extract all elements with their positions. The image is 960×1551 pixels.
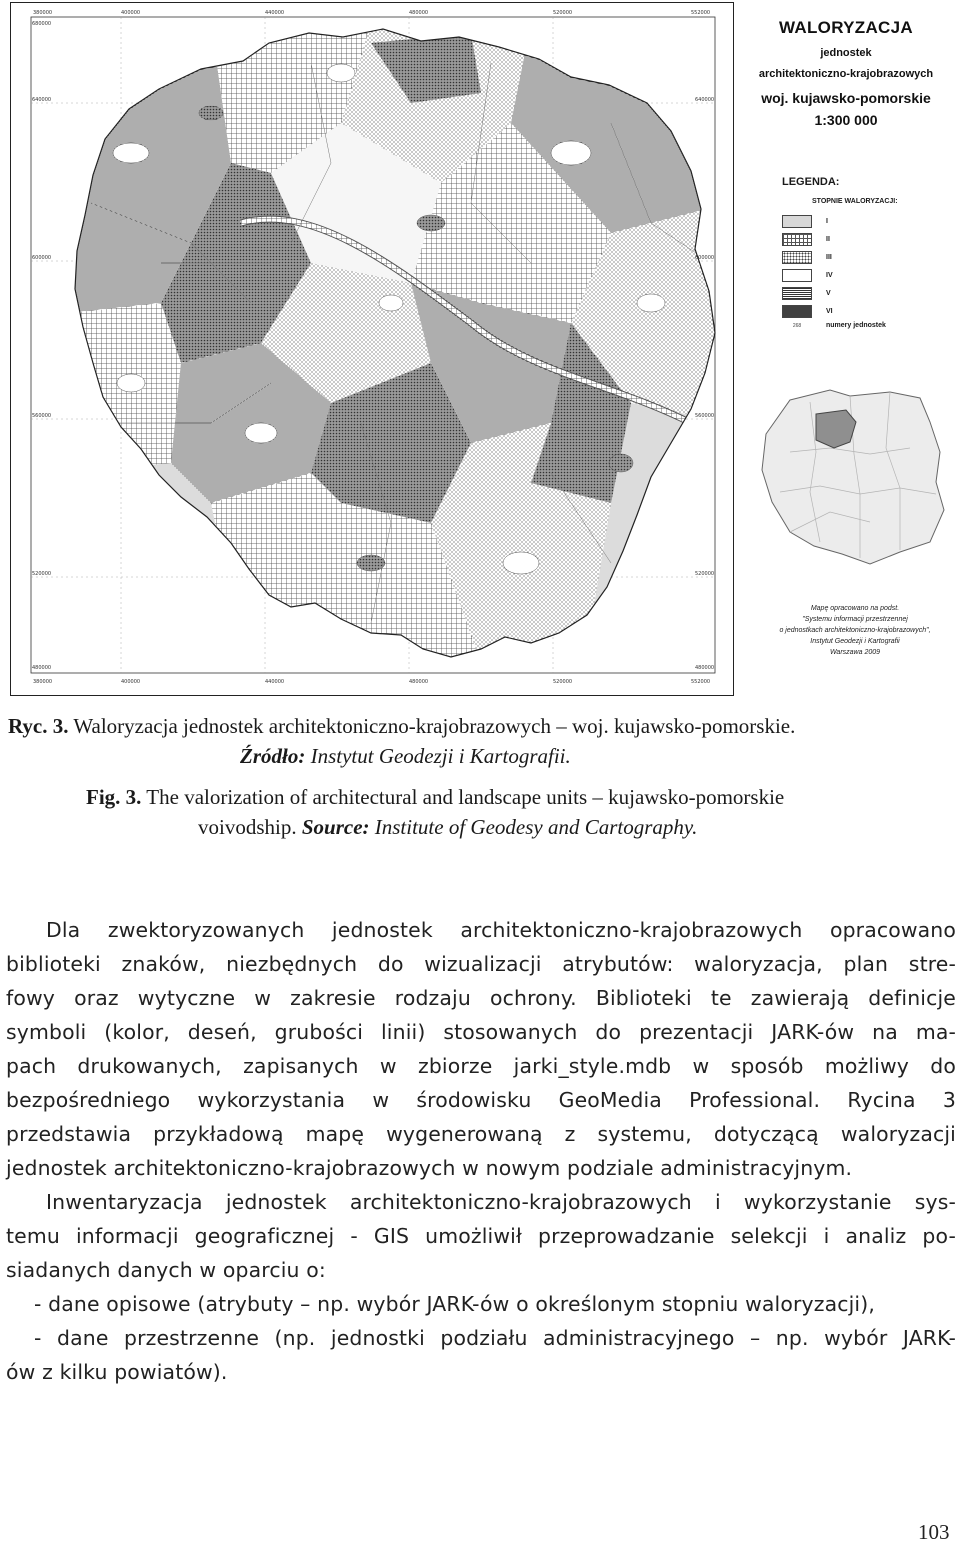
legend-swatch <box>782 269 812 282</box>
caption-pl-line2 <box>240 741 571 771</box>
source-note-line: o jednostkach architektoniczno-krajobrazowych", <box>779 627 931 634</box>
map-side-panel <box>732 0 960 700</box>
legend-item-iv <box>782 268 833 282</box>
legend-item-iii <box>782 250 832 264</box>
body-line: ów z kilku powiatów). <box>6 1360 228 1384</box>
coordinate-label: 520000 <box>553 10 573 16</box>
legend-swatch <box>782 305 812 318</box>
coordinate-label: 440000 <box>265 679 285 685</box>
legend-label: II <box>826 235 830 243</box>
coordinate-label: 480000 <box>409 679 429 685</box>
coordinate-label: 640000 <box>695 97 715 103</box>
caption-en-line1 <box>86 782 784 812</box>
body-line: Dla zwektoryzowanych jednostek architektoniczno-krajobrazowych opracowano <box>46 918 956 942</box>
body-list-item: - dane przestrzenne (np. jednostki podziału administracyjnego – np. wybór JARK- <box>34 1326 956 1350</box>
legend-label: I <box>826 217 828 225</box>
coordinate-label: 380000 <box>33 10 53 16</box>
poland-inset-map <box>750 382 950 572</box>
coordinate-label: 640000 <box>32 97 52 103</box>
caption-pl-source-text: Instytut Geodezji i Kartografii. <box>310 744 571 768</box>
legend-item-vi <box>782 304 833 318</box>
legend-item-v <box>782 286 831 300</box>
legend-subtitle: STOPNIE WALORYZACJI: <box>812 198 898 205</box>
coordinate-label: 400000 <box>121 10 141 16</box>
coordinate-label: 440000 <box>265 10 285 16</box>
map-subtitle-2: architektoniczno-krajobrazowych <box>758 68 934 80</box>
legend-swatch <box>782 287 812 300</box>
caption-pl-text: Waloryzacja jednostek architektoniczno-krajobrazowych – woj. kujawsko-pomorskie. <box>73 714 796 738</box>
body-line: Inwentaryzacja jednostek architektoniczno-krajobrazowych i wykorzystanie sys- <box>46 1190 956 1214</box>
coordinate-label: 600000 <box>32 255 52 261</box>
source-note-line: Instytut Geodezji i Kartografii <box>810 638 900 645</box>
body-line: przedstawia przykładową mapę wygenerowaną z systemu, dotyczącą waloryzacji <box>6 1122 956 1146</box>
coordinate-label: 600000 <box>695 255 715 261</box>
coordinate-label: 560000 <box>695 413 715 419</box>
legend-number-sample: 268 <box>792 322 802 329</box>
valorization-map <box>11 3 733 695</box>
highlighted-voivodeship <box>816 410 856 448</box>
legend-label: III <box>826 253 832 261</box>
legend-swatch <box>782 233 812 246</box>
legend-item-i <box>782 214 828 228</box>
caption-en-text-1: The valorization of architectural and landscape units – kujawsko-pomorskie <box>146 785 785 809</box>
legend-item-ii <box>782 232 830 246</box>
coordinate-label: 552000 <box>691 10 711 16</box>
body-line: symboli (kolor, deseń, grubości linii) stosowanych do prezentacji JARK-ów na ma- <box>6 1020 956 1044</box>
coordinate-label: 520000 <box>32 571 52 577</box>
legend-number-label: numery jednostek <box>826 322 886 329</box>
map-scale: 1:300 000 <box>814 112 878 128</box>
body-text <box>6 913 956 1389</box>
map-figure <box>10 2 734 696</box>
caption-en-source-label: Source: <box>301 815 370 839</box>
map-source-note <box>760 603 950 658</box>
body-line: siadanych danych w oparciu o: <box>6 1258 326 1282</box>
caption-pl-line1 <box>8 711 795 741</box>
coordinate-label: 520000 <box>695 571 715 577</box>
source-note-line: "Systemu informacji przestrzennej <box>802 616 908 623</box>
legend-title: LEGENDA: <box>782 176 840 188</box>
source-note-line: Mapę opracowano na podst. <box>810 605 900 612</box>
page-number: 103 <box>918 1520 950 1544</box>
body-line: biblioteki znaków, niezbędnych do wizualizacji atrybutów: waloryzacja, plan stre- <box>6 952 956 976</box>
body-list-item: - dane opisowe (atrybuty – np. wybór JARK-ów o określonym stopniu waloryzacji), <box>34 1292 875 1316</box>
coordinate-label: 552000 <box>691 679 711 685</box>
legend-label: V <box>826 289 831 297</box>
coordinate-label: 560000 <box>32 413 52 419</box>
poland-outline <box>762 390 944 564</box>
caption-en-source-text: Institute of Geodesy and Cartography. <box>374 815 698 839</box>
caption-en-label: Fig. 3. <box>86 785 142 809</box>
caption-en-line2 <box>198 812 697 842</box>
coordinate-label: 380000 <box>33 679 53 685</box>
legend-swatch <box>782 251 812 264</box>
caption-en-text-2: voivodship. <box>198 815 297 839</box>
legend-swatch <box>782 215 812 228</box>
coordinate-label: 520000 <box>553 679 573 685</box>
body-line: bezpośredniego wykorzystania w środowisku GeoMedia Professional. Rycina 3 <box>6 1088 956 1112</box>
map-subtitle-1: jednostek <box>820 47 872 59</box>
coordinate-label: 680000 <box>32 21 52 27</box>
coordinate-label: 480000 <box>409 10 429 16</box>
body-line: jednostek architektoniczno-krajobrazowych w nowym podziale administracyjnym. <box>6 1156 853 1180</box>
caption-pl-source-label: Źródło: <box>240 744 306 768</box>
coordinate-label: 480000 <box>32 665 52 671</box>
body-line: temu informacji geograficznej - GIS umożliwił przeprowadzanie selekcji i analiz po- <box>6 1224 956 1248</box>
body-line: fowy oraz wytyczne w zakresie rodzaju ochrony. Biblioteki te zawierają definicje <box>6 986 956 1010</box>
legend-item-unit-numbers <box>782 322 886 329</box>
map-subtitle-3: woj. kujawsko-pomorskie <box>761 90 931 106</box>
coordinate-label: 480000 <box>695 665 715 671</box>
coordinate-label: 400000 <box>121 679 141 685</box>
caption-pl-label: Ryc. 3. <box>8 714 69 738</box>
legend-label: IV <box>826 271 833 279</box>
source-note-line: Warszawa 2009 <box>829 649 881 656</box>
legend-label: VI <box>826 307 833 315</box>
body-line: pach drukowanych, zapisanych w zbiorze jarki_style.mdb w sposób możliwy do <box>6 1054 956 1078</box>
map-title: WALORYZACJA <box>779 18 913 37</box>
